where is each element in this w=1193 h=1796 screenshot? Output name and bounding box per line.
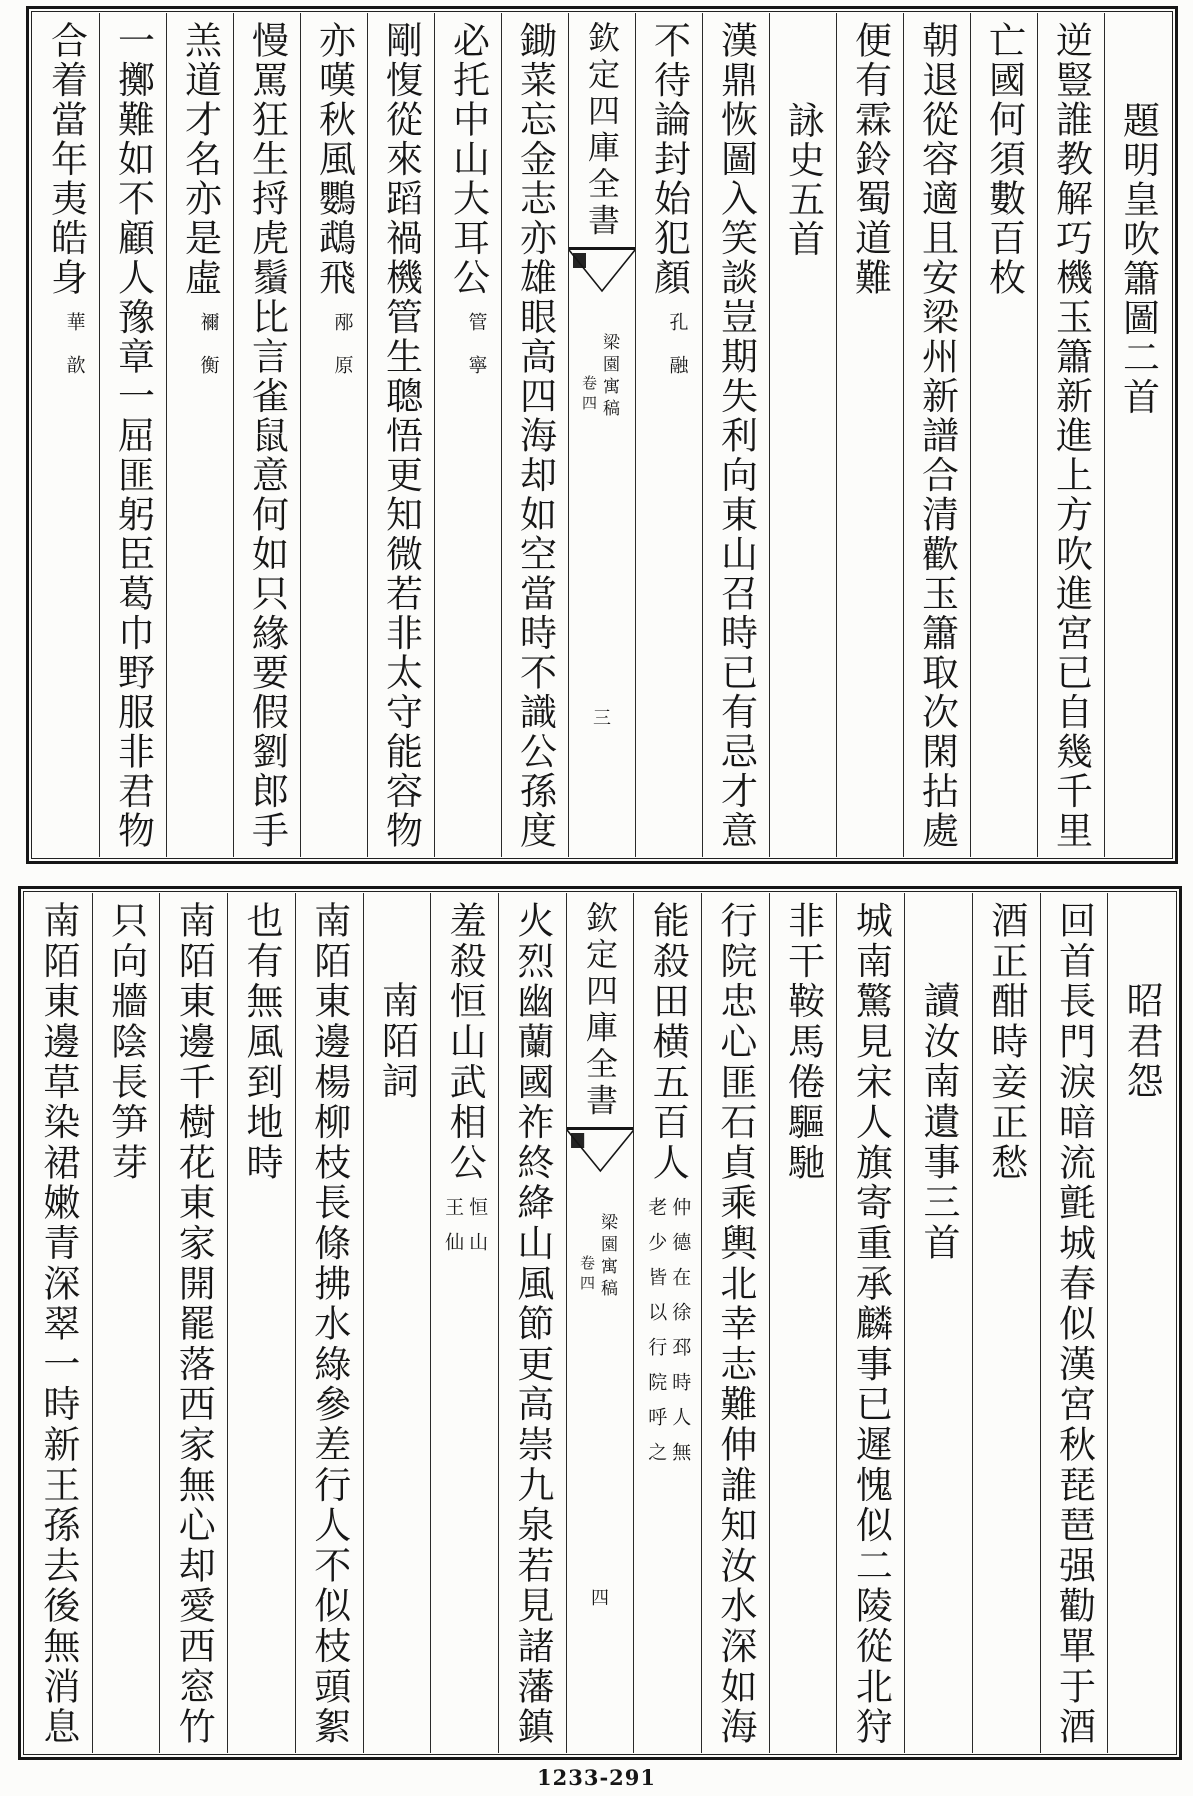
text-column	[970, 13, 1037, 857]
poem-title: 南陌詞	[375, 981, 419, 1102]
page-panel-top	[26, 6, 1178, 864]
fold-column	[568, 13, 635, 857]
verse-line: 南陌東邊千樹花東家開罷落西家無心却愛西窓竹	[172, 901, 216, 1748]
poem-title: 詠史五首	[781, 101, 825, 259]
verse-line: 鋤菜忘金志亦雄眼高四海却如空當時不識公孫度	[513, 21, 557, 851]
text-column	[633, 893, 701, 1753]
poem-title-column	[1107, 893, 1175, 1753]
verse-line: 漢鼎恢圖入笑談豈期失利向東山召時已有忌才意	[714, 21, 758, 851]
text-column	[701, 893, 769, 1753]
column-grid	[33, 13, 1171, 857]
verse-line: 也有無風到地時	[240, 901, 283, 1184]
verse-line: 火烈幽蘭國祚終絳山風節更高崇九泉若見諸藩鎮	[510, 901, 554, 1748]
verse-line: 南陌東邊楊柳枝長條拂水綠參差行人不似枝頭絮	[307, 901, 351, 1748]
text-column	[836, 13, 903, 857]
annotation-text: 仲德在徐邳時人無	[669, 1197, 692, 1478]
annotation-note	[645, 1197, 692, 1478]
text-column	[702, 13, 769, 857]
column-grid	[25, 893, 1175, 1753]
verse-line: 慢罵狂生捋虎鬚比言雀鼠意何如只緣要假劉郎手	[245, 21, 289, 851]
text-column	[295, 893, 363, 1753]
text-column	[159, 893, 227, 1753]
verse-line: 剛愎從來蹈禍機管生聰悟更知微若非太守能容物	[379, 21, 423, 851]
verse-line: 羔道才名亦是虛	[178, 21, 222, 298]
poem-title-column	[769, 13, 836, 857]
poem-title: 題明皇吹簫圖二首	[1116, 101, 1160, 417]
text-column	[430, 893, 498, 1753]
text-column	[367, 13, 434, 857]
text-column	[501, 13, 568, 857]
verse-line: 合着當年夷皓身	[44, 21, 88, 298]
verse-line: 一擲難如不顧人豫章一屈匪躬臣葛巾野服非君物	[111, 21, 155, 851]
verse-line: 朝退從容適且安梁州新譜合清歡玉簫取次閑拈處	[915, 21, 959, 851]
text-column	[1040, 893, 1108, 1753]
annotation-text: 邴原	[331, 311, 354, 398]
verse-line: 亡國何須數百枚	[982, 21, 1026, 298]
text-column	[227, 893, 295, 1753]
text-column	[300, 13, 367, 857]
annotation-note	[199, 312, 218, 398]
text-column	[635, 13, 702, 857]
text-column	[99, 13, 166, 857]
annotation-text: 恒山	[466, 1197, 489, 1268]
poem-title: 昭君怨	[1120, 981, 1164, 1102]
fold-column	[566, 893, 634, 1753]
book-title: 梁園寓稿	[597, 1213, 618, 1301]
verse-line: 酒正酣時妾正愁	[984, 901, 1028, 1184]
verse-line: 逆豎誰教解巧機玉簫新進上方吹進宮已自幾千里	[1049, 21, 1093, 851]
collection-title: 欽定四庫全書	[583, 21, 621, 240]
text-column	[836, 893, 904, 1753]
page-number: 四	[591, 1588, 610, 1609]
page-number: 三	[593, 708, 611, 729]
poem-title-column	[904, 893, 972, 1753]
juan-number: 卷四	[578, 1255, 597, 1295]
text-column	[972, 893, 1040, 1753]
verse-line: 回首長門淚暗流氈城春似漢宮秋琵琶强勸單于酒	[1052, 901, 1096, 1748]
text-column	[233, 13, 300, 857]
text-column	[166, 13, 233, 857]
verse-line: 城南驚見宋人旗寄重承麟事已遲愧似二陵從北狩	[849, 901, 893, 1748]
verse-line: 便有霖鈴蜀道難	[848, 21, 892, 298]
poem-title-column	[363, 893, 431, 1753]
annotation-note	[442, 1197, 489, 1268]
annotation-note	[467, 312, 486, 398]
annotation-note	[333, 312, 352, 398]
fish-tail-mark	[569, 247, 635, 301]
text-column	[434, 13, 501, 857]
text-column	[92, 893, 160, 1753]
annotation-text: 禰衡	[197, 311, 220, 398]
annotation-note	[65, 312, 84, 398]
page-panel-bottom	[18, 886, 1182, 1760]
text-column	[498, 893, 566, 1753]
page-code: 1233-291	[537, 1765, 656, 1790]
verse-line: 能殺田横五百人	[646, 901, 690, 1184]
text-column	[33, 13, 99, 857]
fish-tail-mark	[567, 1127, 634, 1181]
annotation-text: 華歆	[63, 311, 86, 398]
text-column	[903, 13, 970, 857]
verse-line: 南陌東邊草染裙嫩青深翠一時新王孫去後無消息	[36, 901, 80, 1748]
text-column	[769, 893, 837, 1753]
annotation-text: 孔融	[666, 311, 689, 398]
verse-line: 必托中山大耳公	[446, 21, 490, 298]
annotation-text: 王仙	[442, 1197, 465, 1268]
collection-title: 欽定四庫全書	[581, 901, 620, 1120]
verse-line: 非干鞍馬倦驅馳	[781, 901, 825, 1184]
text-column	[25, 893, 92, 1753]
juan-number: 卷四	[580, 375, 598, 415]
annotation-note	[668, 312, 687, 398]
poem-title-column	[1104, 13, 1171, 857]
verse-line: 亦嘆秋風鸚鵡飛	[312, 21, 356, 298]
text-column	[1037, 13, 1104, 857]
verse-line: 行院忠心匪石貞乘輿北幸志難伸誰知汝水深如海	[713, 901, 757, 1748]
poem-title: 讀汝南遺事三首	[917, 981, 961, 1264]
annotation-text: 管寧	[465, 311, 488, 398]
verse-line: 只向牆陰長笋芽	[104, 901, 148, 1184]
annotation-text: 老少皆以行院呼之	[645, 1197, 668, 1478]
verse-line: 不待論封始犯顏	[647, 21, 691, 298]
verse-line: 羞殺恒山武相公	[443, 901, 487, 1184]
book-title: 梁園寓稿	[599, 333, 619, 421]
